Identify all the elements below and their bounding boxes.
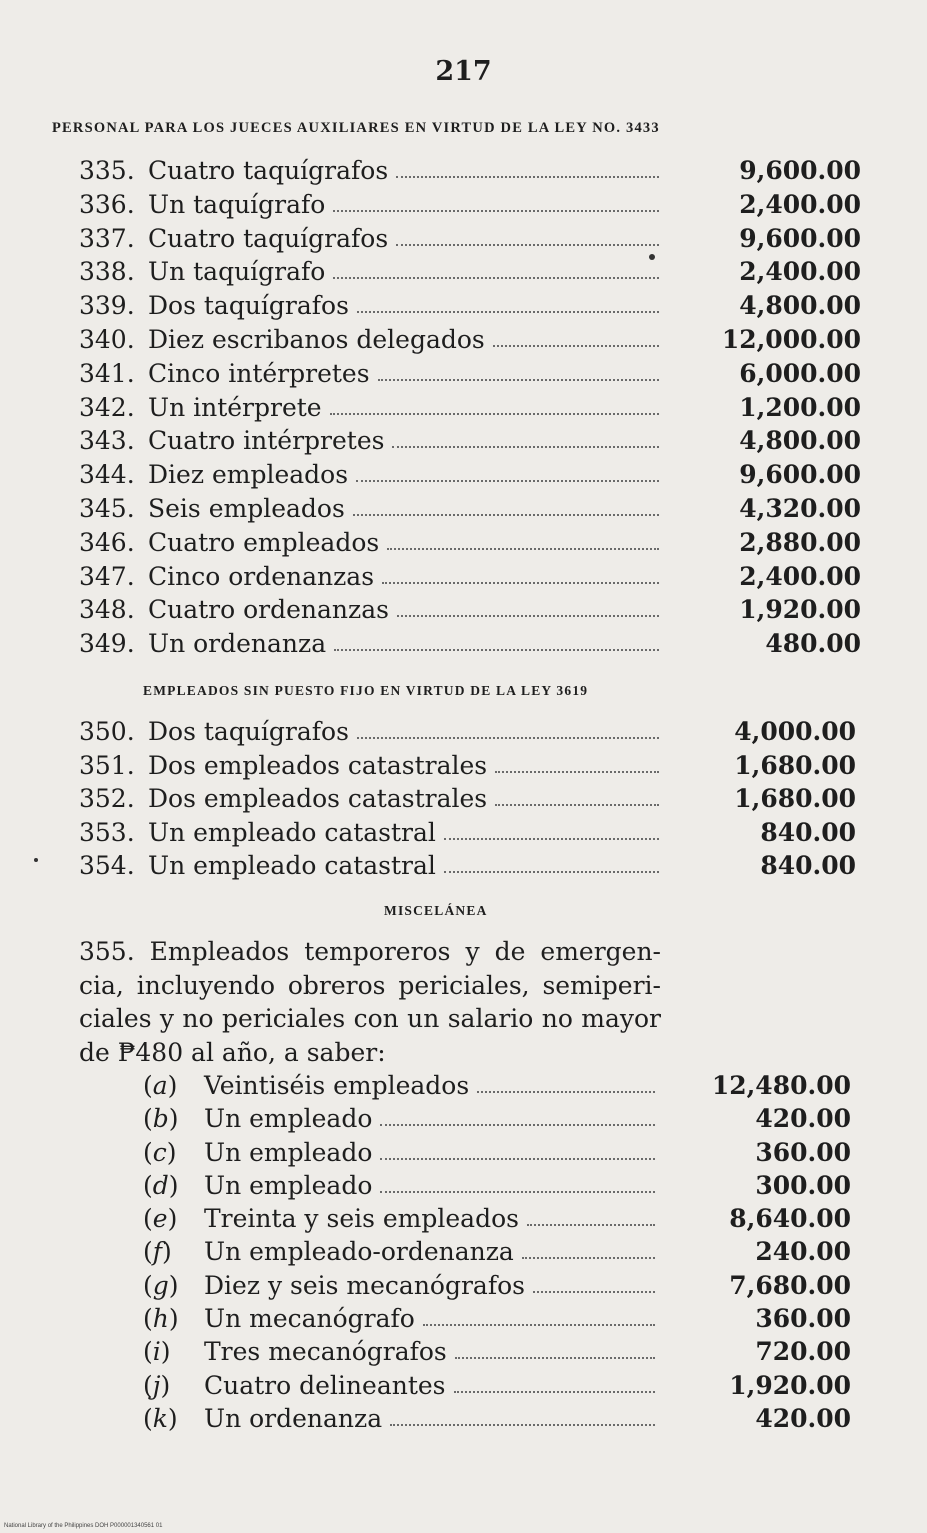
section-1-entries xyxy=(0,154,927,661)
item-amount: 9,600.00 xyxy=(739,460,861,490)
dot-leader xyxy=(380,1158,655,1160)
item-number: 354. xyxy=(79,851,135,880)
item-description: Treinta y seis empleados xyxy=(204,1204,519,1234)
item-amount: 2,880.00 xyxy=(739,527,861,557)
paragraph-line: ciales y no periciales con un salario no mayor xyxy=(79,1004,661,1033)
item-letter-text: b xyxy=(152,1104,169,1134)
item-number: 351. xyxy=(79,750,135,780)
dot-leader xyxy=(493,345,659,347)
line-item xyxy=(0,749,927,783)
item-description: Dos empleados catastrales xyxy=(148,784,488,813)
item-description: Un taquígrafo xyxy=(148,257,326,287)
item-description: Cuatro delineantes xyxy=(204,1370,446,1400)
line-item xyxy=(0,323,927,357)
line-item xyxy=(0,391,927,425)
line-item xyxy=(0,1169,927,1202)
item-amount: 1,920.00 xyxy=(739,595,861,625)
paragraph-line: cia, incluyendo obreros periciales, semiperi- xyxy=(79,970,661,1000)
item-number: 349. xyxy=(79,629,135,659)
line-item xyxy=(0,782,927,816)
item-description: Diez y seis mecanógrafos xyxy=(204,1270,525,1300)
dot-leader xyxy=(454,1391,655,1393)
item-description: Cuatro intérpretes xyxy=(148,426,385,456)
item-amount: 8,640.00 xyxy=(729,1204,851,1234)
item-number: 353. xyxy=(79,817,135,847)
line-item xyxy=(0,593,927,627)
item-number: 345. xyxy=(79,493,135,523)
item-letter-text: e xyxy=(152,1204,168,1234)
dot-leader xyxy=(333,210,659,212)
section-heading-sin-puesto-fijo: EMPLEADOS SIN PUESTO FIJO EN VIRTUD DE LA LEY 3619 xyxy=(143,683,589,698)
item-number: 352. xyxy=(79,784,135,813)
dot-leader xyxy=(382,582,659,584)
line-item xyxy=(0,1235,927,1268)
item-description: Un empleado catastral xyxy=(148,817,436,847)
section-heading-juzgados-auxiliares: PERSONAL PARA LOS JUECES AUXILIARES EN VIRTUD DE LA LEY NO. 3433 xyxy=(52,120,660,136)
section-heading-miscelanea: MISCELÁNEA xyxy=(384,903,488,918)
dot-leader xyxy=(387,548,659,550)
item-letter-text: d xyxy=(152,1170,169,1200)
item-description: Diez escribanos delegados xyxy=(148,324,485,354)
item-letter: (d) xyxy=(143,1170,179,1200)
item-amount: 1,680.00 xyxy=(734,750,856,780)
item-description: Cinco ordenanzas xyxy=(148,561,375,591)
item-description: Veintiséis empleados xyxy=(204,1071,470,1100)
item-amount: 480.00 xyxy=(765,629,861,659)
item-letter-text: a xyxy=(152,1071,168,1100)
item-number: 340. xyxy=(79,324,135,354)
line-item xyxy=(0,255,927,289)
section-2-entries xyxy=(0,715,927,883)
dot-leader xyxy=(444,871,659,873)
item-number: 337. xyxy=(79,223,135,253)
dot-leader xyxy=(392,446,659,448)
item-description: Un empleado catastral xyxy=(148,851,436,880)
page-number: 217 xyxy=(435,56,492,87)
item-amount: 1,920.00 xyxy=(729,1370,851,1400)
line-item xyxy=(0,1202,927,1235)
line-item xyxy=(0,1102,927,1135)
item-letter-text: h xyxy=(152,1304,169,1334)
item-description: Un empleado-ordenanza xyxy=(204,1237,514,1267)
item-number: 336. xyxy=(79,189,135,219)
item-amount: 2,400.00 xyxy=(739,189,861,219)
item-letter: (j) xyxy=(143,1370,171,1400)
item-amount: 2,400.00 xyxy=(739,561,861,591)
item-description: Un mecanógrafo xyxy=(204,1304,415,1334)
line-item xyxy=(0,627,927,661)
item-number: 350. xyxy=(79,717,135,746)
line-item xyxy=(0,424,927,458)
dot-leader xyxy=(527,1224,655,1226)
item-letter: (c) xyxy=(143,1137,177,1167)
item-letter-text: j xyxy=(152,1370,161,1400)
dot-leader xyxy=(356,480,659,482)
item-letter: (b) xyxy=(143,1104,179,1134)
item-amount: 4,320.00 xyxy=(739,493,861,523)
dot-leader xyxy=(533,1291,655,1293)
dot-leader xyxy=(390,1424,655,1426)
dot-leader xyxy=(495,804,659,806)
item-amount: 12,480.00 xyxy=(711,1071,851,1100)
paragraph-line: 355. Empleados temporeros y de emergen- xyxy=(79,937,661,966)
item-description: Un empleado xyxy=(204,1104,373,1134)
item-description: Cuatro empleados xyxy=(148,527,380,557)
item-355-paragraph xyxy=(79,935,661,1069)
section-3-entries xyxy=(0,1069,927,1435)
line-item xyxy=(0,1302,927,1335)
item-amount: 360.00 xyxy=(755,1137,851,1167)
item-letter-text: g xyxy=(152,1270,169,1300)
line-item xyxy=(0,289,927,323)
item-amount: 240.00 xyxy=(755,1237,851,1267)
item-description: Un intérprete xyxy=(148,392,322,422)
item-amount: 840.00 xyxy=(760,851,856,880)
item-description: Tres mecanógrafos xyxy=(204,1337,447,1367)
line-item xyxy=(0,188,927,222)
dot-leader xyxy=(333,277,659,279)
item-number: 343. xyxy=(79,426,135,456)
item-amount: 720.00 xyxy=(755,1337,851,1367)
item-number: 347. xyxy=(79,561,135,591)
item-letter: (e) xyxy=(143,1204,178,1234)
item-description: Un taquígrafo xyxy=(148,189,326,219)
item-number: 335. xyxy=(79,156,135,185)
item-amount: 12,000.00 xyxy=(721,324,861,354)
item-description: Diez empleados xyxy=(148,460,349,490)
line-item xyxy=(0,1136,927,1169)
item-description: Seis empleados xyxy=(148,493,345,523)
item-description: Dos empleados catastrales xyxy=(148,750,488,780)
item-amount: 1,200.00 xyxy=(739,392,861,422)
item-number: 346. xyxy=(79,527,135,557)
line-item xyxy=(0,849,927,883)
item-amount: 1,680.00 xyxy=(734,784,856,813)
dot-leader xyxy=(380,1191,655,1193)
dot-leader xyxy=(477,1091,655,1093)
line-item xyxy=(0,1269,927,1302)
item-number: 341. xyxy=(79,358,135,388)
item-amount: 4,000.00 xyxy=(734,717,856,746)
item-amount: 9,600.00 xyxy=(739,156,861,185)
dot-leader xyxy=(423,1324,655,1326)
dot-leader xyxy=(357,311,659,313)
item-amount: 420.00 xyxy=(755,1104,851,1134)
dot-leader xyxy=(397,615,659,617)
item-description: Un empleado xyxy=(204,1170,373,1200)
line-item xyxy=(0,222,927,256)
dot-leader xyxy=(378,379,659,381)
line-item xyxy=(0,715,927,749)
line-item xyxy=(0,816,927,850)
line-item xyxy=(0,1369,927,1402)
dot-leader xyxy=(334,649,659,651)
dot-leader xyxy=(330,413,659,415)
item-amount: 300.00 xyxy=(755,1170,851,1200)
dot-leader xyxy=(396,176,659,178)
item-description: Dos taquígrafos xyxy=(148,291,349,321)
item-amount: 4,800.00 xyxy=(739,291,861,321)
item-letter: (i) xyxy=(143,1337,171,1367)
item-amount: 2,400.00 xyxy=(739,257,861,287)
item-number: 339. xyxy=(79,291,135,321)
item-letter: (a) xyxy=(143,1071,178,1100)
line-item xyxy=(0,492,927,526)
line-item xyxy=(0,1069,927,1102)
item-letter: (f) xyxy=(143,1237,172,1267)
dot-leader xyxy=(455,1357,655,1359)
item-description: Un ordenanza xyxy=(148,629,327,659)
line-item xyxy=(0,458,927,492)
line-item xyxy=(0,357,927,391)
item-number: 344. xyxy=(79,460,135,490)
line-item xyxy=(0,154,927,188)
dot-leader xyxy=(353,514,659,516)
ink-speck xyxy=(649,254,655,260)
item-letter-text: i xyxy=(152,1337,161,1367)
item-letter-text: c xyxy=(152,1137,167,1167)
item-amount: 4,800.00 xyxy=(739,426,861,456)
item-number: 348. xyxy=(79,595,135,625)
line-item xyxy=(0,1402,927,1435)
item-amount: 9,600.00 xyxy=(739,223,861,253)
line-item xyxy=(0,526,927,560)
item-number: 342. xyxy=(79,392,135,422)
item-description: Un ordenanza xyxy=(204,1403,383,1433)
dot-leader xyxy=(444,838,659,840)
paragraph-line: de ₱480 al año, a saber: xyxy=(79,1037,386,1067)
ink-speck xyxy=(34,858,38,862)
item-description: Cuatro taquígrafos xyxy=(148,223,389,253)
item-amount: 7,680.00 xyxy=(729,1270,851,1300)
item-amount: 840.00 xyxy=(760,817,856,847)
item-description: Cuatro taquígrafos xyxy=(148,156,389,185)
item-letter: (h) xyxy=(143,1304,179,1334)
item-letter-text: k xyxy=(152,1403,168,1433)
item-letter: (k) xyxy=(143,1403,178,1433)
dot-leader xyxy=(396,244,659,246)
footer-credit: National Library of the Philippines DOH P000001340561 01 xyxy=(4,1523,163,1529)
item-letter: (g) xyxy=(143,1270,179,1300)
item-letter-text: f xyxy=(152,1237,163,1267)
item-description: Cuatro ordenanzas xyxy=(148,595,389,625)
line-item xyxy=(0,560,927,594)
dot-leader xyxy=(495,771,659,773)
item-amount: 360.00 xyxy=(755,1304,851,1334)
item-amount: 420.00 xyxy=(755,1403,851,1433)
dot-leader xyxy=(522,1257,655,1259)
line-item xyxy=(0,1335,927,1368)
item-description: Cinco intérpretes xyxy=(148,358,370,388)
dot-leader xyxy=(380,1124,655,1126)
item-amount: 6,000.00 xyxy=(739,358,861,388)
item-description: Un empleado xyxy=(204,1137,373,1167)
item-description: Dos taquígrafos xyxy=(148,717,349,746)
dot-leader xyxy=(357,737,659,739)
item-number: 338. xyxy=(79,257,135,287)
